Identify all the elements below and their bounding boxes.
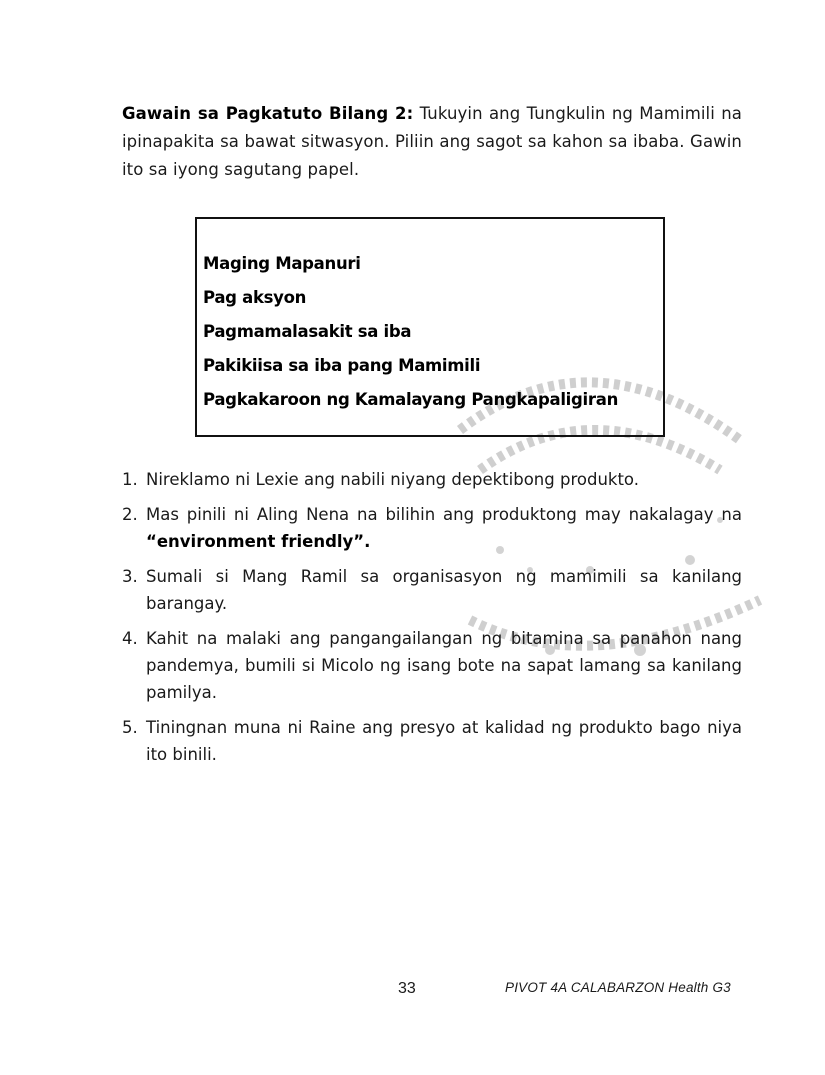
situation-item [122, 563, 742, 617]
footer-title: PIVOT 4A CALABARZON Health G3 [505, 980, 731, 995]
situation-item [122, 501, 742, 555]
choice-item: Pagkakaroon ng Kamalayang Pangkapaligiran [203, 390, 619, 409]
activity-title: Gawain sa Pagkatuto Bilang 2: [122, 104, 414, 123]
situation-item [122, 625, 742, 706]
item-emphasis: “environment friendly”. [146, 532, 371, 551]
situation-item [122, 466, 742, 493]
item-number: 1. [122, 470, 138, 489]
item-text: Nireklamo ni Lexie ang nabili niyang depektibong produkto. [146, 470, 639, 489]
activity-directions: Tukuyin ang Tungkulin ng Mamimili na ipinapakita sa bawat sitwasyon. Piliin ang sagot sa kahon sa ibaba. Gawin ito sa iyong sagutang papel. [122, 104, 742, 179]
item-text: Mas pinili ni Aling Nena na bilihin ang produktong may nakalagay na [146, 505, 742, 524]
item-number: 3. [122, 567, 138, 586]
item-text: Tiningnan muna ni Raine ang presyo at kalidad ng produkto bago niya ito binili. [146, 718, 742, 764]
situation-list [122, 466, 742, 776]
choice-item: Pakikiisa sa iba pang Mamimili [203, 356, 481, 375]
situation-item [122, 714, 742, 768]
item-text-wrapper [146, 501, 742, 555]
choice-item: Maging Mapanuri [203, 254, 361, 273]
item-text: Sumali si Mang Ramil sa organisasyon ng mamimili sa kanilang barangay. [146, 567, 742, 613]
item-number: 5. [122, 718, 138, 737]
item-number: 2. [122, 505, 138, 524]
page-number: 33 [398, 980, 416, 997]
choice-item: Pag aksyon [203, 288, 307, 307]
activity-instructions [122, 100, 742, 184]
item-text: Kahit na malaki ang pangangailangan ng bitamina sa panahon nang pandemya, bumili si Micolo ng isang bote na sapat lamang sa kanilang pamilya. [146, 629, 742, 702]
choice-item: Pagmamalasakit sa iba [203, 322, 412, 341]
answer-choices-box [195, 217, 665, 437]
item-number: 4. [122, 629, 138, 648]
